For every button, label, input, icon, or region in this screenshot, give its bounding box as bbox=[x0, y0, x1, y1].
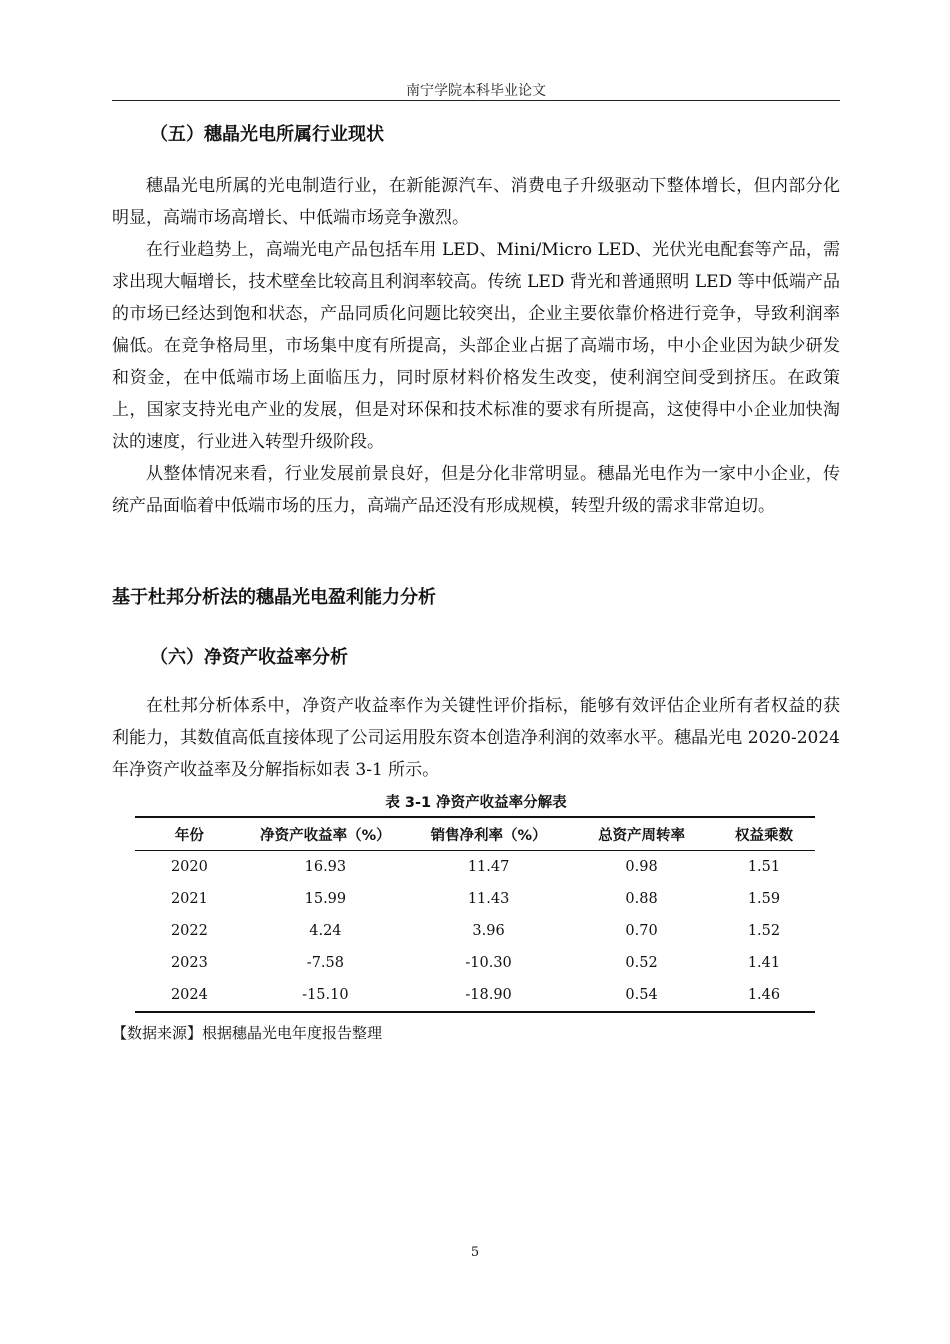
table-cell: 2020 bbox=[170, 859, 208, 875]
table-cell: 0.70 bbox=[625, 923, 658, 939]
section-6-paragraph-1: 在杜邦分析体系中，净资产收益率作为关键性评价指标，能够有效评估企业所有者权益的获利能力，其数值高低直接体现了公司运用股东资本创造净利润的效率水平。穗晶光电 2020-2024 年净资产收益率及分解指标如表 3-1 所示。 bbox=[112, 696, 840, 780]
table-cell: -18.90 bbox=[407, 979, 570, 1012]
table-row bbox=[135, 883, 815, 915]
table-cell: 0.88 bbox=[625, 891, 658, 907]
chapter-heading: 基于杜邦分析法的穗晶光电盈利能力分析 bbox=[112, 587, 436, 608]
table-caption: 表 3-1 净资产收益率分解表 bbox=[385, 795, 567, 811]
page-header: 南宁学院本科毕业论文 bbox=[406, 83, 546, 99]
header-rule bbox=[112, 100, 840, 101]
table-cell: 2024 bbox=[135, 979, 244, 1012]
table-cell: 0.54 bbox=[570, 979, 713, 1012]
table-cell: 16.93 bbox=[304, 859, 347, 875]
table-cell: 1.41 bbox=[747, 955, 781, 971]
table-cell: -10.30 bbox=[465, 955, 512, 971]
table-row bbox=[135, 979, 815, 1012]
table-cell: 3.96 bbox=[472, 923, 505, 939]
section-5-heading: （五）穗晶光电所属行业现状 bbox=[150, 124, 384, 145]
table-row bbox=[135, 947, 815, 979]
column-header-asset-turnover: 总资产周转率 bbox=[570, 817, 713, 851]
column-header-year: 年份 bbox=[135, 817, 244, 851]
table-cell: 11.43 bbox=[467, 891, 510, 907]
table-cell: 2022 bbox=[170, 923, 208, 939]
table-cell: -7.58 bbox=[306, 955, 344, 971]
column-header-net-margin: 销售净利率（%） bbox=[407, 817, 570, 851]
section-5-paragraph-3: 从整体情况来看，行业发展前景良好，但是分化非常明显。穗晶光电作为一家中小企业，传统产品面临着中低端市场的压力，高端产品还没有形成规模，转型升级的需求非常迫切。 bbox=[112, 464, 840, 516]
table-cell: 11.47 bbox=[467, 859, 510, 875]
table-cell: 4.24 bbox=[309, 923, 342, 939]
table-cell: 1.51 bbox=[747, 859, 781, 875]
table-cell: 1.59 bbox=[747, 891, 781, 907]
section-5-paragraph-2: 在行业趋势上，高端光电产品包括车用 LED、Mini/Micro LED、光伏光电配套等产品，需求出现大幅增长，技术壁垒比较高且利润率较高。传统 LED 背光和普通照明 LED 等中低端产品的市场已经达到饱和状态，产品同质化问题比较突出，企业主要依靠价格进行竞争，导致利润率偏低。在竞争格局里，市场集中度有所提高，头部企业占据了高端市场，中小企业因为缺少研发和资金，在中低端市场上面临压力，同时原材料价格发生改变，使利润空间受到挤压。在政策上，国家支持光电产业的发展，但是对环保和技术标准的要求有所提高，这使得中小企业加快淘汰的速度，行业进入转型升级阶段。 bbox=[112, 240, 840, 452]
page-number: 5 bbox=[470, 1245, 480, 1260]
roe-decomposition-table bbox=[135, 816, 815, 1013]
table-cell: 1.46 bbox=[713, 979, 815, 1012]
section-5-paragraph-1: 穗晶光电所属的光电制造行业，在新能源汽车、消费电子升级驱动下整体增长，但内部分化明显，高端市场高增长、中低端市场竞争激烈。 bbox=[112, 176, 840, 228]
table-cell: 2021 bbox=[170, 891, 208, 907]
column-header-roe: 净资产收益率（%） bbox=[244, 817, 407, 851]
table-cell: -15.10 bbox=[244, 979, 407, 1012]
table-header-row bbox=[135, 817, 815, 851]
table-source-note: 【数据来源】根据穗晶光电年度报告整理 bbox=[112, 1024, 383, 1042]
table-cell: 0.52 bbox=[625, 955, 658, 971]
table-row bbox=[135, 851, 815, 884]
section-6-heading: （六）净资产收益率分析 bbox=[150, 647, 348, 668]
table-cell: 0.98 bbox=[625, 859, 658, 875]
table-row bbox=[135, 915, 815, 947]
table-cell: 2023 bbox=[170, 955, 208, 971]
table-cell: 15.99 bbox=[304, 891, 347, 907]
table-cell: 1.52 bbox=[747, 923, 781, 939]
column-header-equity-multiplier: 权益乘数 bbox=[713, 817, 815, 851]
